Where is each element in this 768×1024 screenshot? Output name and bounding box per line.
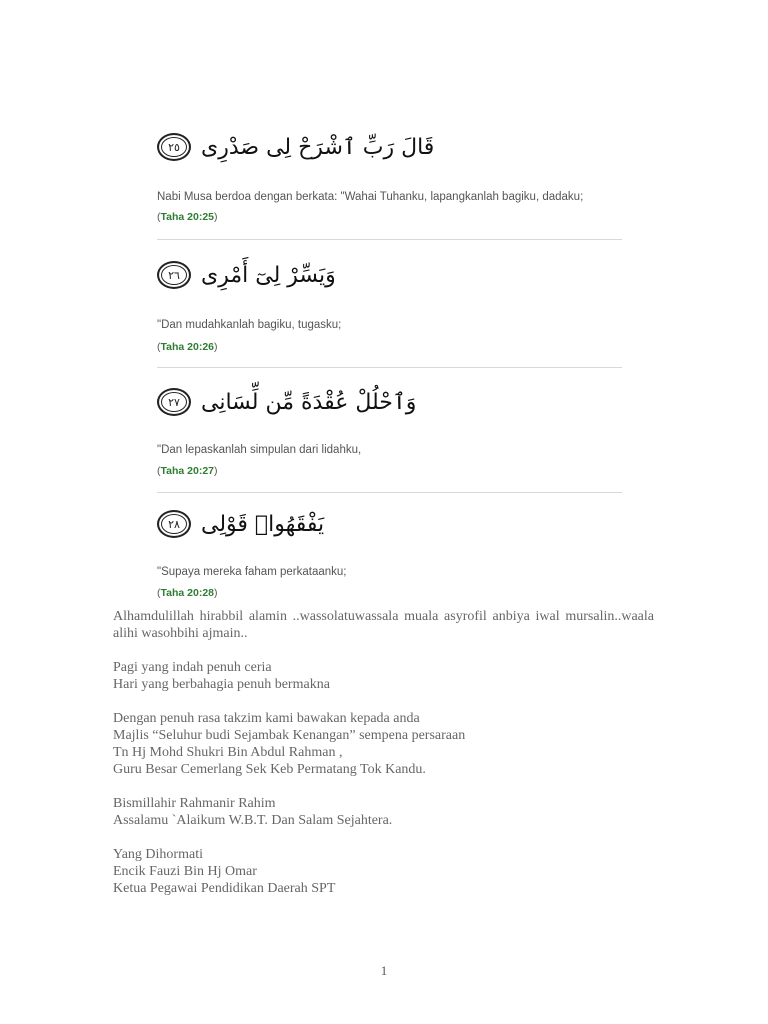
ayah-marker-icon: ٢٦ xyxy=(157,261,191,289)
opening-paragraph: Alhamdulillah hirabbil alamin ..wassolatuwassala muala asyrofil anbiya iwal mursalin..waala alihi wasohbihi ajmain.. xyxy=(113,609,654,641)
arabic-verse-text: يَفْقَهُوا۟ قَوْلِى xyxy=(201,511,325,537)
honorific-line: Ketua Pegawai Pendidikan Daerah SPT xyxy=(113,881,336,896)
arabic-verse-text: قَالَ رَبِّ ٱشْرَحْ لِى صَدْرِى xyxy=(201,134,435,160)
verse-arabic xyxy=(157,382,457,422)
ayah-marker-icon: ٢٥ xyxy=(157,133,191,161)
ayah-marker-icon: ٢٨ xyxy=(157,510,191,538)
verse-arabic xyxy=(157,127,457,167)
greeting-line: Pagi yang indah penuh ceria xyxy=(113,660,272,675)
honorific-line: Encik Fauzi Bin Hj Omar xyxy=(113,864,257,879)
verse-arabic xyxy=(157,504,457,544)
occasion-line: Guru Besar Cemerlang Sek Keb Permatang Tok Kandu. xyxy=(113,762,426,777)
salam-line: Assalamu `Alaikum W.B.T. Dan Salam Sejahtera. xyxy=(113,813,393,828)
divider xyxy=(157,239,622,240)
verse-translation: "Dan lepaskanlah simpulan dari lidahku, xyxy=(157,444,362,456)
verse-translation: Nabi Musa berdoa dengan berkata: "Wahai Tuhanku, lapangkanlah bagiku, dadaku; xyxy=(157,191,584,203)
verse-reference: (Taha 20:28) xyxy=(157,587,218,599)
verse-reference: (Taha 20:26) xyxy=(157,341,218,353)
occasion-line: Majlis “Seluhur budi Sejambak Kenangan” sempena persaraan xyxy=(113,728,466,743)
verse-reference-label: Taha 20:26 xyxy=(160,341,214,353)
verse-reference-label: Taha 20:25 xyxy=(160,211,214,223)
verse-translation: "Dan mudahkanlah bagiku, tugasku; xyxy=(157,319,342,331)
divider xyxy=(157,367,622,368)
honorific-line: Yang Dihormati xyxy=(113,847,203,862)
greeting-line: Hari yang berbahagia penuh bermakna xyxy=(113,677,330,692)
page-number: 1 xyxy=(380,963,388,978)
divider xyxy=(157,492,622,493)
arabic-verse-text: وَيَسِّرْ لِىٓ أَمْرِى xyxy=(201,262,336,288)
ayah-marker-icon: ٢٧ xyxy=(157,388,191,416)
verse-reference: (Taha 20:27) xyxy=(157,465,218,477)
verse-translation: "Supaya mereka faham perkataanku; xyxy=(157,566,347,578)
occasion-line: Tn Hj Mohd Shukri Bin Abdul Rahman , xyxy=(113,745,343,760)
verse-reference: (Taha 20:25) xyxy=(157,211,218,223)
verse-reference-label: Taha 20:27 xyxy=(160,465,214,477)
occasion-line: Dengan penuh rasa takzim kami bawakan kepada anda xyxy=(113,711,420,726)
arabic-verse-text: وَٱحْلُلْ عُقْدَةً مِّن لِّسَانِى xyxy=(201,389,417,415)
body-text xyxy=(113,608,654,897)
verse-reference-label: Taha 20:28 xyxy=(160,587,214,599)
salam-line: Bismillahir Rahmanir Rahim xyxy=(113,796,276,811)
verse-arabic xyxy=(157,255,457,295)
